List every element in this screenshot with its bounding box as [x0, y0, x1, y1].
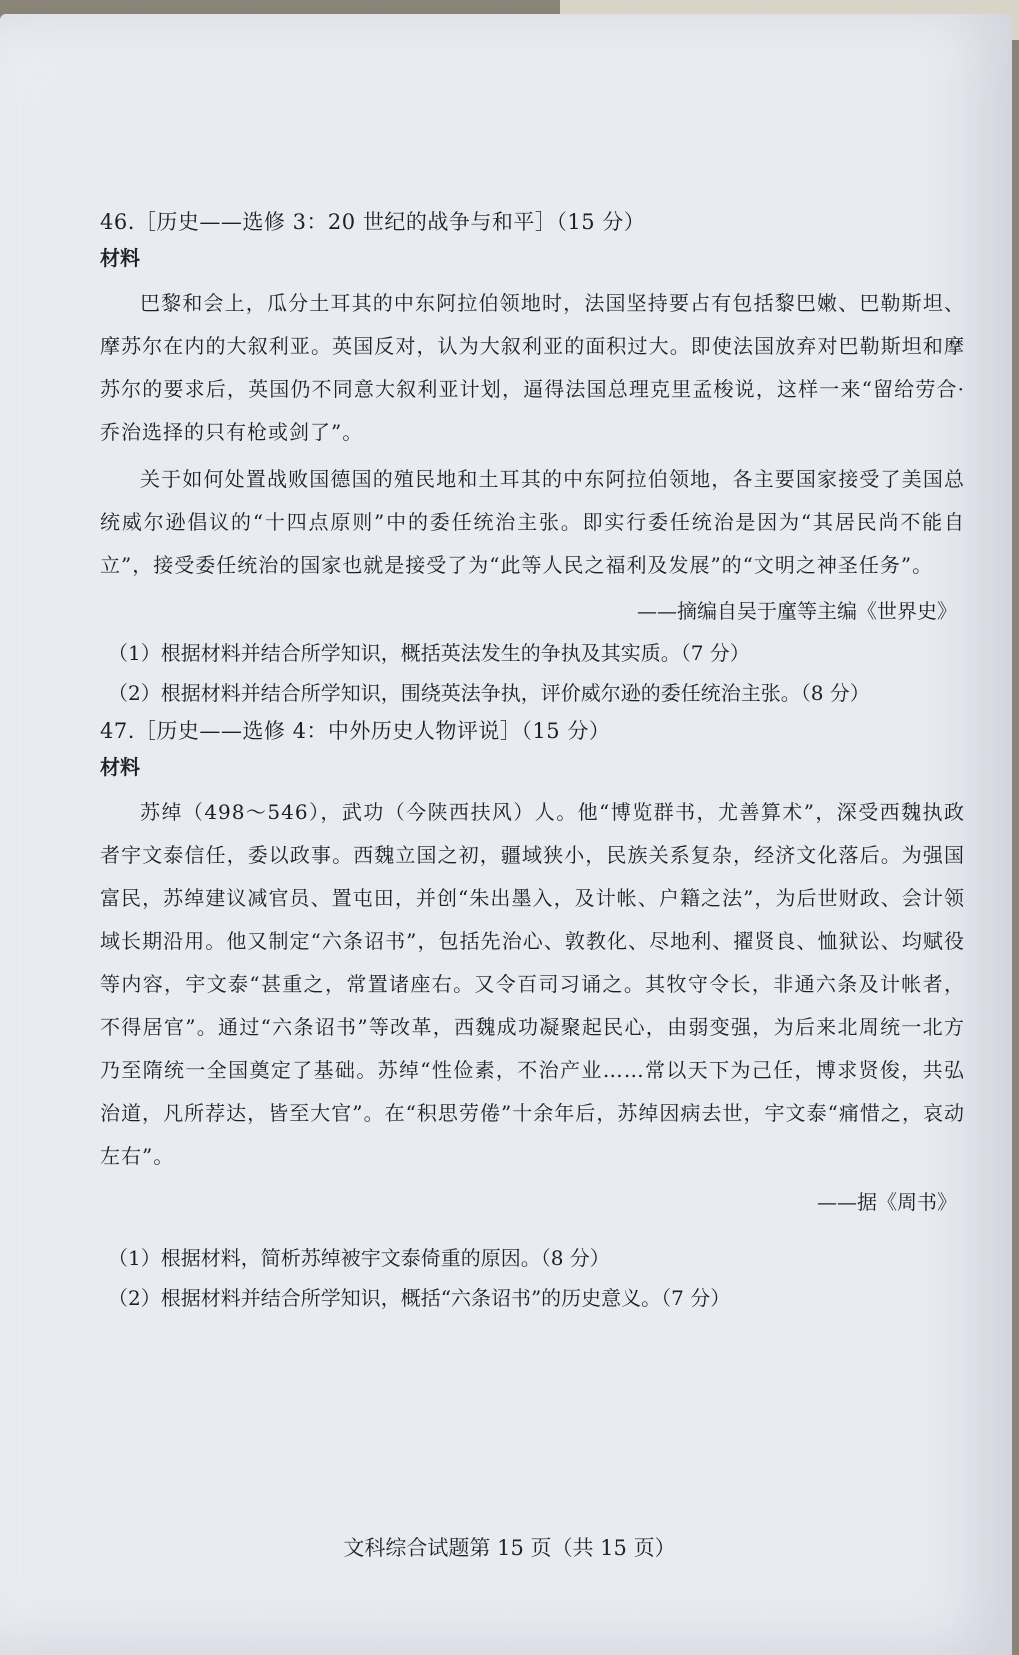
sub-question: （1）根据材料，简析苏绰被宇文泰倚重的原因。（8 分） [108, 1246, 610, 1270]
exam-page [0, 14, 1012, 1655]
source-citation: ——据《周书》 [817, 1190, 957, 1214]
source-citation: ——摘编自吴于廑等主编《世界史》 [637, 599, 957, 623]
sub-question: （2）根据材料并结合所学知识，概括“六条诏书”的历史意义。（7 分） [108, 1286, 731, 1310]
sub-question: （2）根据材料并结合所学知识，围绕英法争执，评价威尔逊的委任统治主张。（8 分） [108, 681, 870, 705]
question-46 [100, 204, 965, 713]
material-label: 材料 [100, 755, 140, 779]
question-47 [100, 713, 965, 1318]
material-label: 材料 [100, 246, 140, 270]
page-content [100, 204, 965, 1318]
material-paragraph: 关于如何处置战败国德国的殖民地和土耳其的中东阿拉伯领地，各主要国家接受了美国总统威尔逊倡议的“十四点原则”中的委任统治主张。即实行委任统治是因为“其居民尚不能自立”，接受委任统治的国家也就是接受了为“此等人民之福利及发展”的“文明之神圣任务”。 [100, 467, 965, 577]
question-47-heading: 47.［历史——选修 4：中外历史人物评说］（15 分） [100, 719, 611, 743]
material-paragraph: 苏绰（498～546），武功（今陕西扶风）人。他“博览群书，尤善算术”，深受西魏执政者宇文泰信任，委以政事。西魏立国之初，疆域狭小，民族关系复杂，经济文化落后。为强国富民，苏绰建议减官员、置屯田，并创“朱出墨入，及计帐、户籍之法”，为后世财政、会计领域长期沿用。他又制定“六条诏书”，包括先治心、敦教化、尽地利、擢贤良、恤狱讼、均赋役等内容，宇文泰“甚重之，常置诸座右。又令百司习诵之。其牧守令长，非通六条及计帐者，不得居官”。通过“六条诏书”等改革，西魏成功凝聚起民心，由弱变强，为后来北周统一北方乃至隋统一全国奠定了基础。苏绰“性俭素，不治产业……常以天下为己任，博求贤俊，共弘治道，凡所荐达，皆至大官”。在“积思劳倦”十余年后，苏绰因病去世，宇文泰“痛惜之，哀动左右”。 [100, 800, 965, 1168]
material-paragraph: 巴黎和会上，瓜分土耳其的中东阿拉伯领地时，法国坚持要占有包括黎巴嫩、巴勒斯坦、摩苏尔在内的大叙利亚。英国反对，认为大叙利亚的面积过大。即使法国放弃对巴勒斯坦和摩苏尔的要求后，英国仍不同意大叙利亚计划，逼得法国总理克里孟梭说，这样一来“留给劳合·乔治选择的只有枪或剑了”。 [100, 291, 965, 444]
page-footer: 文科综合试题第 15 页（共 15 页） [343, 1536, 676, 1560]
sub-question: （1）根据材料并结合所学知识，概括英法发生的争执及其实质。（7 分） [108, 641, 750, 665]
question-46-heading: 46.［历史——选修 3：20 世纪的战争与和平］（15 分） [100, 210, 646, 234]
spacer [100, 1224, 965, 1238]
